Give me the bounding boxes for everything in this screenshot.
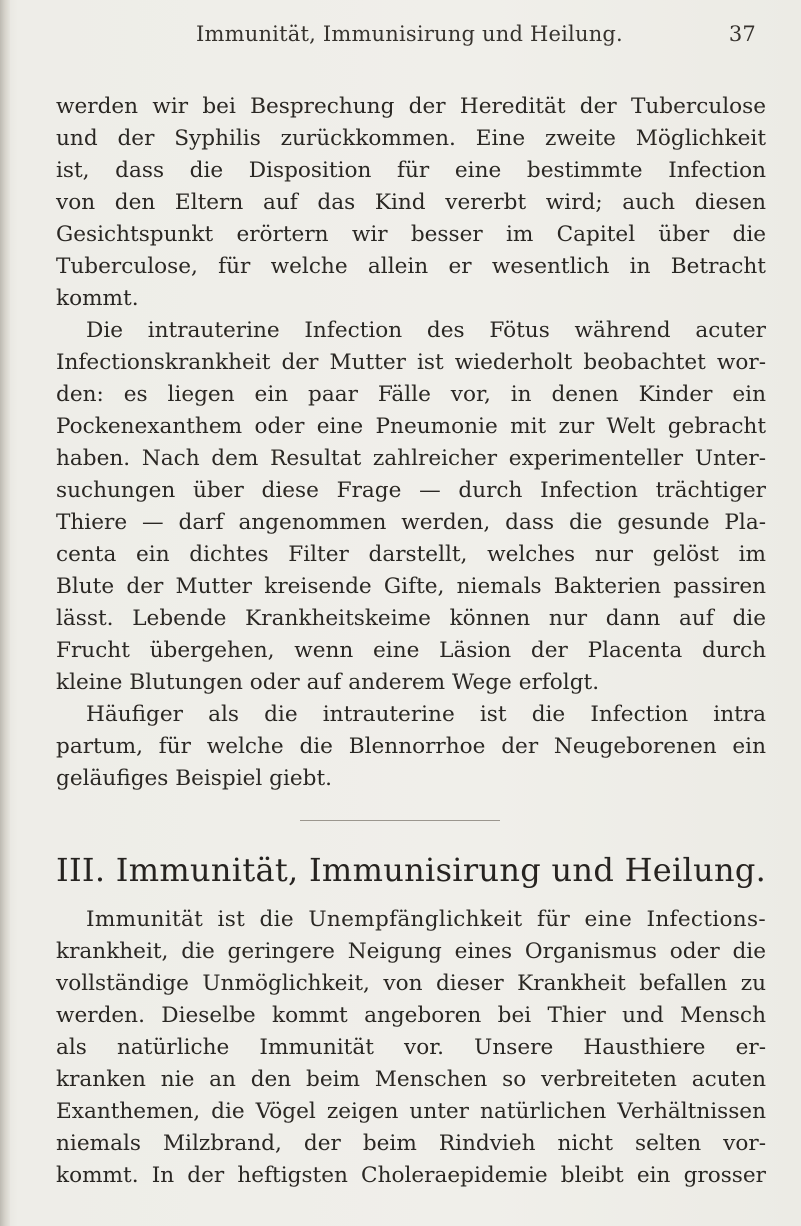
text-line: Blute der Mutter kreisende Gifte, niemals Bakterien passiren (56, 574, 766, 599)
text-line: kommt. In der heftigsten Choleraepidemie bleibt ein grosser (56, 1163, 766, 1188)
text-line: Exanthemen, die Vögel zeigen unter natürlichen Verhältnissen (56, 1099, 766, 1124)
text-line: Häufiger als die intrauterine ist die Infection intra (86, 702, 766, 727)
text-line: von den Eltern auf das Kind vererbt wird; auch diesen (56, 190, 766, 215)
text-line: lässt. Lebende Krankheitskeime können nur dann auf die (56, 606, 766, 631)
text-line: Pockenexanthem oder eine Pneumonie mit zur Welt gebracht (56, 414, 766, 439)
section-divider (300, 820, 500, 821)
text-line: den: es liegen ein paar Fälle vor, in denen Kinder ein (56, 382, 766, 407)
text-line: Immunität ist die Unempfänglichkeit für eine Infections- (86, 907, 766, 932)
text-line: kranken nie an den beim Menschen so verbreiteten acuten (56, 1067, 766, 1092)
text-line: vollständige Unmöglichkeit, von dieser Krankheit befallen zu (56, 971, 766, 996)
text-line: geläufiges Beispiel giebt. (56, 766, 333, 791)
text-line: centa ein dichtes Filter darstellt, welches nur gelöst im (56, 542, 766, 567)
section-heading: III. Immunität, Immunisirung und Heilung. (56, 851, 767, 889)
text-line: Gesichtspunkt erörtern wir besser im Capitel über die (56, 222, 766, 247)
text-line: Die intrauterine Infection des Fötus während acuter (86, 318, 766, 343)
text-line: kleine Blutungen oder auf anderem Wege erfolgt. (56, 670, 600, 695)
text-line: suchungen über diese Frage — durch Infection trächtiger (56, 478, 766, 503)
text-line: und der Syphilis zurückkommen. Eine zweite Möglichkeit (56, 126, 766, 151)
text-line: haben. Nach dem Resultat zahlreicher experimenteller Unter- (56, 446, 766, 471)
running-head-title: Immunität, Immunisirung und Heilung. (196, 22, 623, 46)
running-head (196, 22, 756, 52)
page-number: 37 (728, 22, 756, 46)
text-line: ist, dass die Disposition für eine bestimmte Infection (56, 158, 766, 183)
text-line: werden wir bei Besprechung der Heredität der Tuberculose (56, 94, 766, 119)
text-line: Thiere — darf angenommen werden, dass die gesunde Pla- (56, 510, 766, 535)
text-line: partum, für welche die Blennorrhoe der Neugeborenen ein (56, 734, 766, 759)
text-line: als natürliche Immunität vor. Unsere Hausthiere er- (56, 1035, 766, 1060)
text-line: werden. Dieselbe kommt angeboren bei Thier und Mensch (56, 1003, 766, 1028)
text-line: Tuberculose, für welche allein er wesentlich in Betracht (56, 254, 766, 279)
text-line: krankheit, die geringere Neigung eines Organismus oder die (56, 939, 766, 964)
page-spine-shadow (0, 0, 10, 1226)
text-line: Frucht übergehen, wenn eine Läsion der Placenta durch (56, 638, 766, 663)
text-line: Infectionskrankheit der Mutter ist wiederholt beobachtet wor- (56, 350, 766, 375)
text-line: niemals Milzbrand, der beim Rindvieh nicht selten vor- (56, 1131, 766, 1156)
text-line: kommt. (56, 286, 139, 311)
